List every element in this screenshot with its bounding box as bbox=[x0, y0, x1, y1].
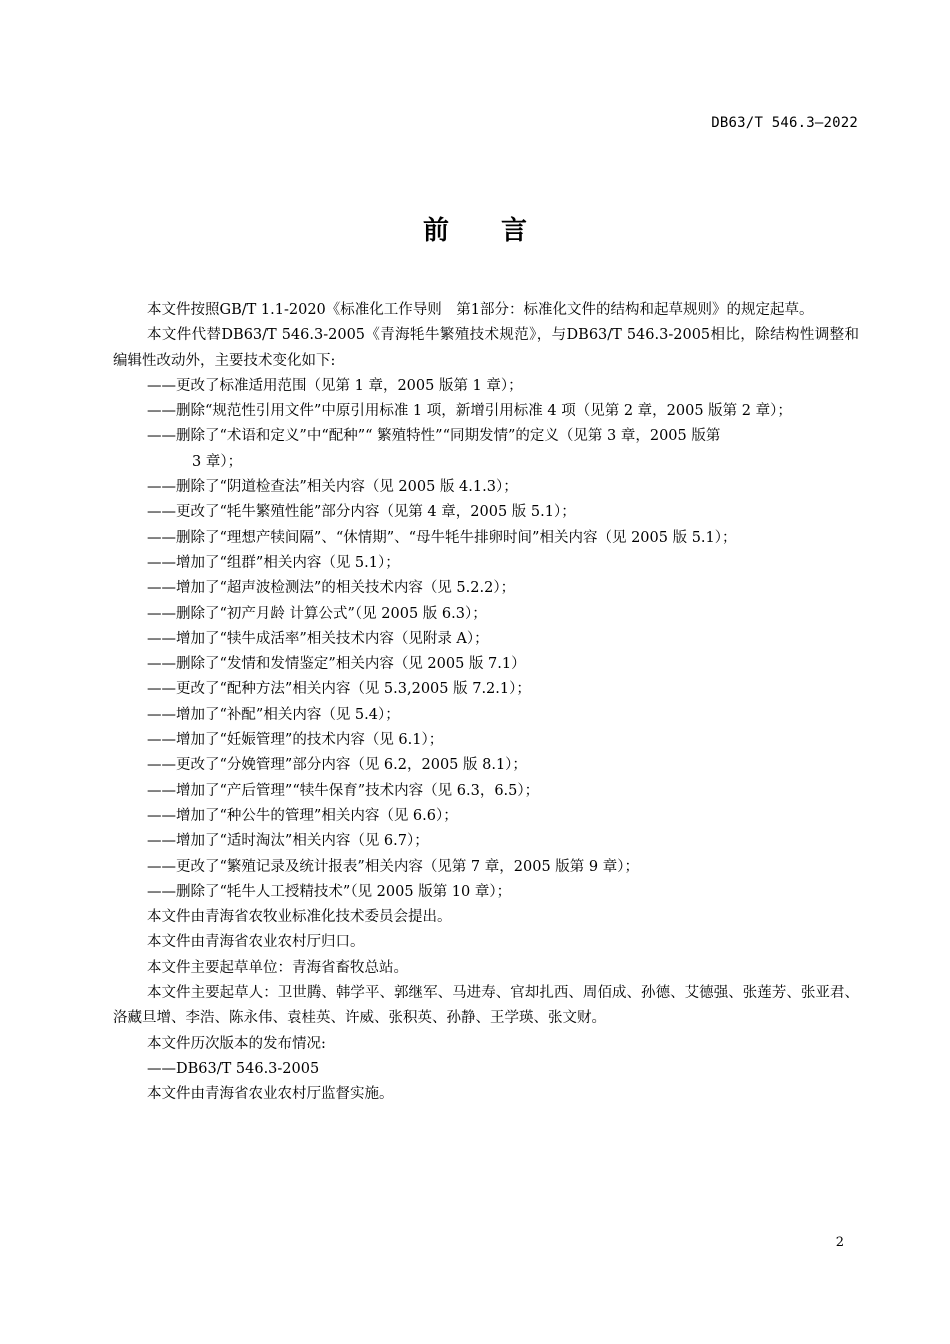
page-title bbox=[0, 210, 950, 247]
change-item: ——增加了“组群”相关内容（见 5.1）； bbox=[147, 554, 400, 571]
change-item-continuation: 3 章）； bbox=[192, 453, 243, 470]
paragraph-replacement: 本文件代替DB63/T 546.3-2005《青海牦牛繁殖技术规范》，与DB63/T 546.3-2005相比，除结构性调整和编辑性改动外，主要技术变化如下: bbox=[113, 327, 859, 369]
paragraph-centralized: 本文件由青海省农业农村厅归口。 bbox=[147, 934, 365, 951]
paragraph-basis: 本文件按照GB/T 1.1-2020《标准化工作导则 第1部分：标准化文件的结构和起草规则》的规定起草。 bbox=[147, 302, 814, 318]
history-item: ——DB63/T 546.3-2005 bbox=[147, 1060, 320, 1077]
change-item bbox=[113, 424, 859, 475]
paragraph-supervision: 本文件由青海省农业农村厅监督实施。 bbox=[147, 1086, 394, 1103]
page-number: 2 bbox=[835, 1235, 844, 1250]
change-item: ——更改了“牦牛繁殖性能”部分内容（见第 4 章，2005 版 5.1）； bbox=[147, 504, 576, 521]
change-item: ——增加了“种公牛的管理”相关内容（见 6.6）； bbox=[147, 807, 458, 824]
paragraph-drafters: 本文件主要起草人：卫世腾、韩学平、郭继军、马进寿、官却扎西、周佰成、孙德、艾德强、张莲芳、张亚君、洛藏旦增、李浩、陈永伟、袁桂英、许威、张积英、孙静、王学瑛、张文财。 bbox=[113, 985, 859, 1027]
paragraph-drafting-unit: 本文件主要起草单位：青海省畜牧总站。 bbox=[147, 959, 408, 976]
change-item: ——增加了“妊娠管理”的技术内容（见 6.1）； bbox=[147, 732, 444, 749]
change-item: ——增加了“补配”相关内容（见 5.4）； bbox=[147, 706, 400, 723]
change-item: ——删除了“牦牛人工授精技术”（见 2005 版第 10 章）； bbox=[147, 883, 512, 900]
change-item: ——增加了“超声波检测法”的相关技术内容（见 5.2.2）； bbox=[147, 580, 516, 597]
title-char-2: 言 bbox=[501, 216, 528, 246]
change-item: ——更改了“配种方法”相关内容（见 5.3,2005 版 7.2.1）； bbox=[147, 681, 531, 698]
change-item: ——删除了“初产月龄 计算公式”（见 2005 版 6.3）； bbox=[147, 605, 487, 622]
change-item: ——更改了“分娩管理”部分内容（见 6.2，2005 版 8.1）； bbox=[147, 757, 527, 774]
change-item: ——增加了“产后管理”“犊牛保育”技术内容（见 6.3，6.5）； bbox=[147, 782, 540, 799]
paragraph-proposed: 本文件由青海省农牧业标准化技术委员会提出。 bbox=[147, 909, 452, 926]
paragraph-history-label: 本文件历次版本的发布情况: bbox=[147, 1035, 326, 1052]
change-item: ——增加了“适时淘汰”相关内容（见 6.7）； bbox=[147, 833, 429, 850]
change-item-line: ——删除了“术语和定义”中“配种”“ 繁殖特性”“同期发情”的定义（见第 3 章，2005 版第 bbox=[147, 428, 721, 445]
change-item: ——删除“规范性引用文件”中原引用标准 1 项，新增引用标准 4 项（见第 2 章，2005 版第 2 章）； bbox=[147, 403, 792, 420]
change-item: ——更改了“繁殖记录及统计报表”相关内容（见第 7 章，2005 版第 9 章）； bbox=[147, 858, 639, 875]
document-code: DB63/T 546.3—2022 bbox=[711, 115, 858, 131]
change-item: ——删除了“发情和发情鉴定”相关内容（见 2005 版 7.1） bbox=[147, 656, 526, 673]
change-item: ——增加了“犊牛成活率”相关技术内容（见附录 A）； bbox=[147, 630, 489, 647]
change-item: ——删除了“阴道检查法”相关内容（见 2005 版 4.1.3）； bbox=[147, 479, 518, 496]
title-char-1: 前 bbox=[422, 216, 449, 246]
change-item: ——更改了标准适用范围（见第 1 章，2005 版第 1 章）； bbox=[147, 377, 523, 394]
change-item: ——删除了“理想产犊间隔”、“休情期”、“母牛牦牛排卵时间”相关内容（见 2005 版 5.1）； bbox=[147, 529, 737, 546]
document-body bbox=[113, 298, 859, 1108]
